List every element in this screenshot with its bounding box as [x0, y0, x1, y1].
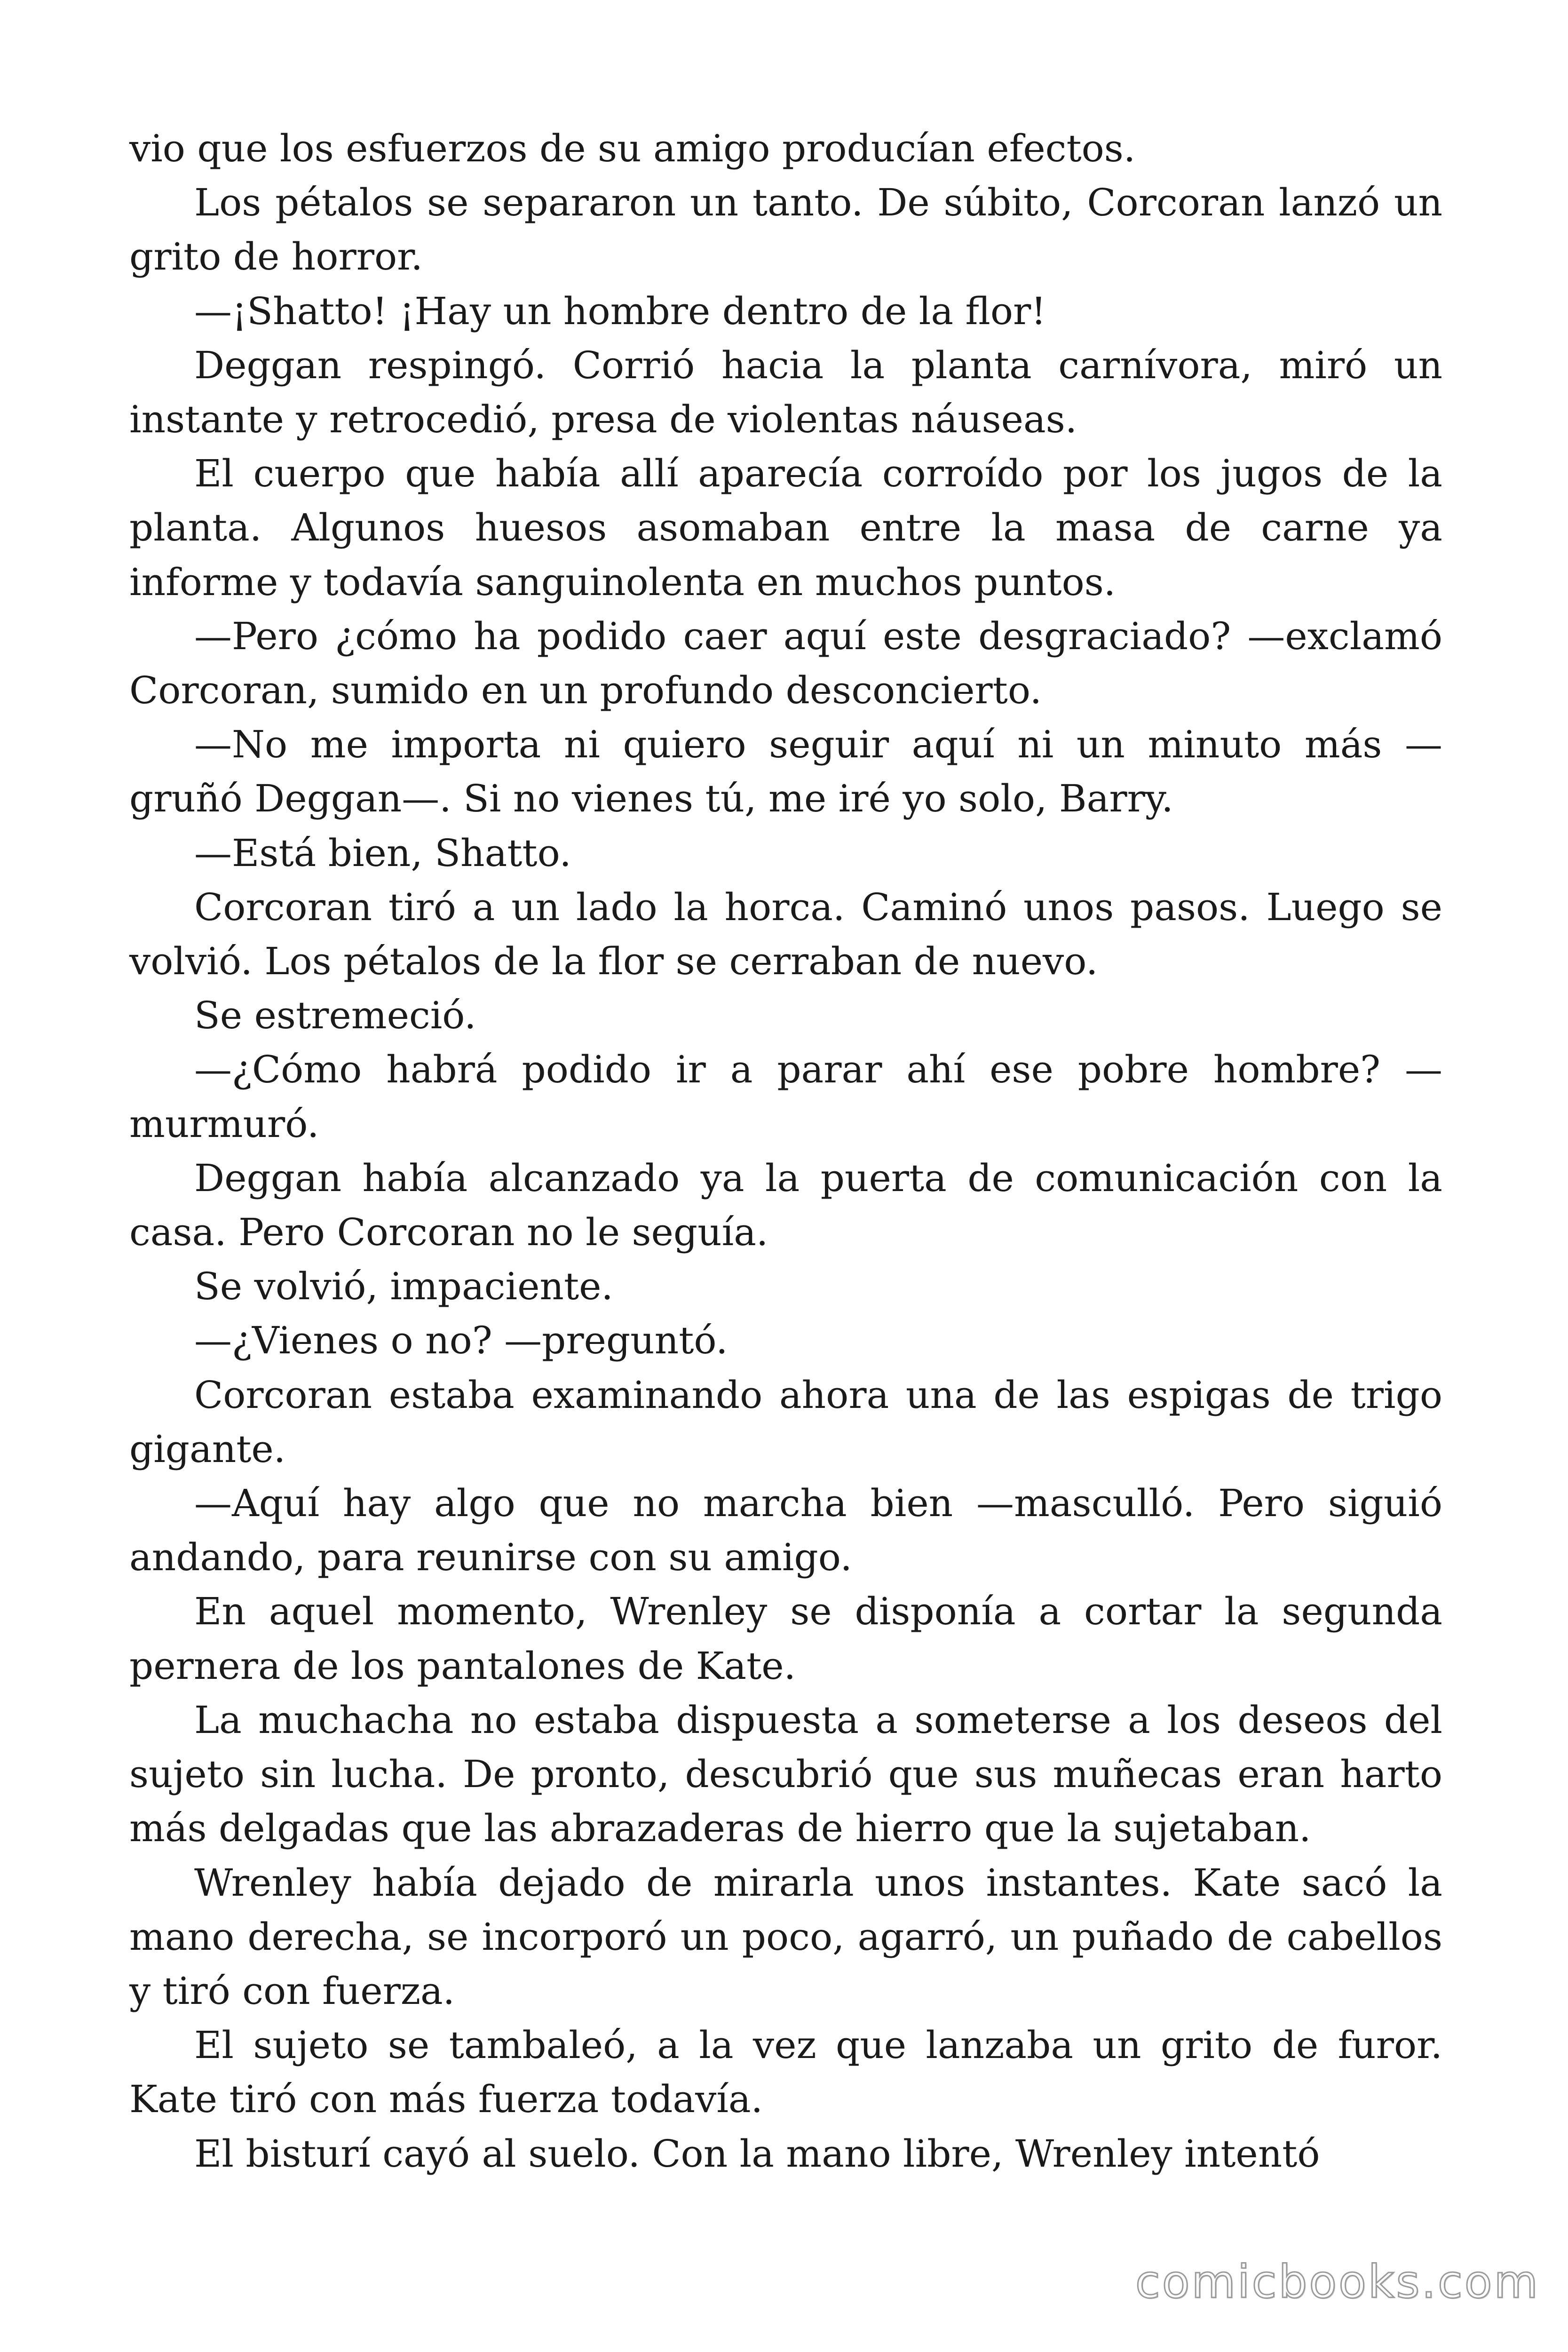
paragraph: —Está bien, Shatto.	[194, 831, 571, 875]
paragraph: —No me importa ni quiero seguir aquí ni un minuto más — gruñó Deggan—. Si no vienes tú, me iré yo solo, Barry.	[129, 723, 1442, 821]
paragraph: Corcoran tiró a un lado la horca. Caminó unos pasos. Luego se volvió. Los pétalos de la flor se cerraban de nuevo.	[129, 885, 1442, 984]
paragraph: El cuerpo que había allí aparecía corroído por los jugos de la planta. Algunos huesos asomaban entre la masa de carne ya informe y todavía sanguinolenta en muchos puntos.	[129, 452, 1442, 604]
paragraph: Deggan respingó. Corrió hacia la planta carnívora, miró un instante y retrocedió, presa de violentas náuseas.	[129, 343, 1442, 442]
paragraph: —¿Vienes o no? —preguntó.	[194, 1319, 728, 1363]
paragraph: vio que los esfuerzos de su amigo producían efectos.	[129, 127, 1136, 170]
paragraph: Corcoran estaba examinando ahora una de las espigas de trigo gigante.	[129, 1373, 1442, 1471]
book-page-text	[129, 121, 1442, 2181]
paragraph: —Aquí hay algo que no marcha bien —masculló. Pero siguió andando, para reunirse con su amigo.	[129, 1481, 1442, 1580]
paragraph: En aquel momento, Wrenley se disponía a cortar la segunda pernera de los pantalones de Kate.	[129, 1589, 1442, 1688]
paragraph: —Pero ¿cómo ha podido caer aquí este desgraciado? —exclamó Corcoran, sumido en un profundo desconcierto.	[129, 614, 1442, 713]
paragraph: La muchacha no estaba dispuesta a someterse a los deseos del sujeto sin lucha. De pronto, descubrió que sus muñecas eran harto más delgadas que las abrazaderas de hierro que la sujetaban.	[129, 1698, 1442, 1851]
paragraph: Deggan había alcanzado ya la puerta de comunicación con la casa. Pero Corcoran no le seguía.	[129, 1156, 1442, 1255]
watermark-logo: comicbooks.com	[1135, 2256, 1540, 2308]
paragraph: El sujeto se tambaleó, a la vez que lanzaba un grito de furor. Kate tiró con más fuerza todavía.	[129, 2023, 1442, 2122]
paragraph: Se estremeció.	[194, 993, 476, 1038]
paragraph: —¡Shatto! ¡Hay un hombre dentro de la flor!	[194, 289, 1046, 333]
paragraph: Se volvió, impaciente.	[194, 1264, 613, 1309]
paragraph: Wrenley había dejado de mirarla unos instantes. Kate sacó la mano derecha, se incorporó un poco, agarró, un puñado de cabellos y tiró con fuerza.	[129, 1860, 1442, 2013]
paragraph: El bisturí cayó al suelo. Con la mano libre, Wrenley intentó	[194, 2131, 1320, 2176]
paragraph: —¿Cómo habrá podido ir a parar ahí ese pobre hombre? — murmuró.	[129, 1048, 1442, 1146]
paragraph: Los pétalos se separaron un tanto. De súbito, Corcoran lanzó un grito de horror.	[129, 181, 1442, 279]
